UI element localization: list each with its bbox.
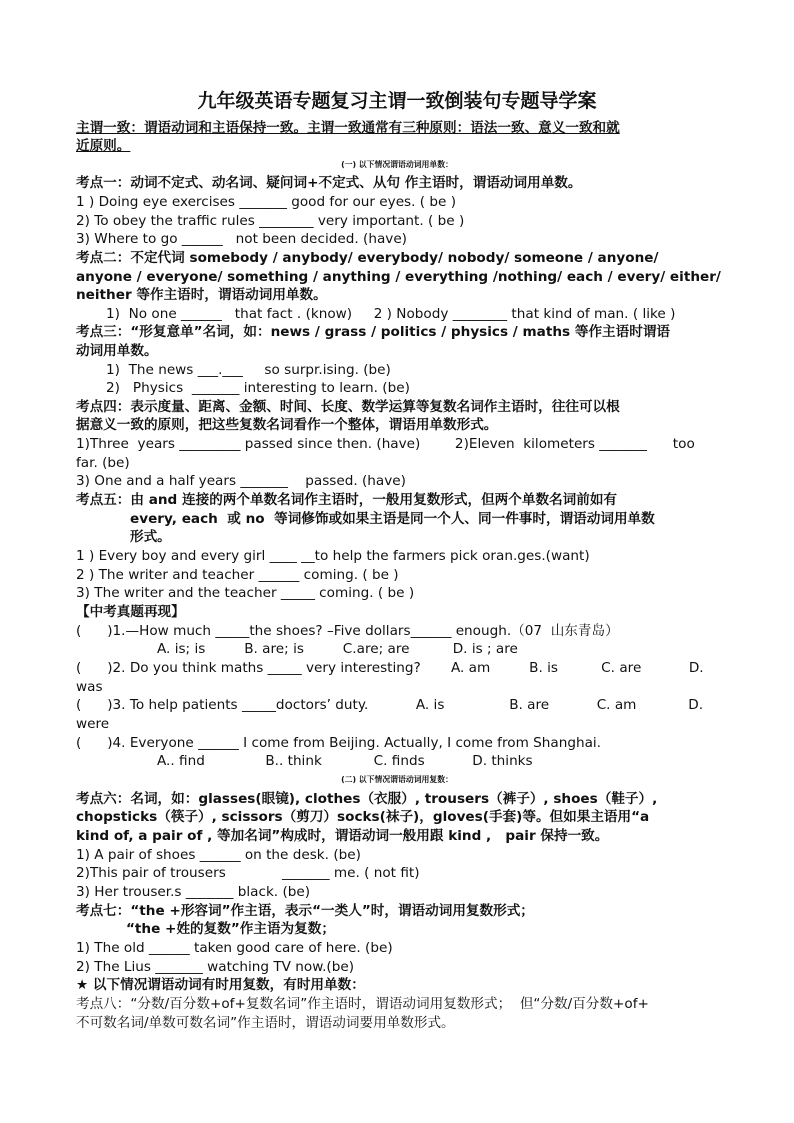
point-3-heading-2: 动词用单数。 (76, 343, 158, 359)
section-heading-mixed: ★ 以下情况谓语动词有时用复数，有时用单数： (76, 977, 365, 993)
point-6-heading-1: 考点六：名词，如：glasses(眼镜), clothes（衣服）, trousers（裤子）, shoes（鞋子）, (76, 791, 658, 807)
point-1-heading: 考点一：动词不定式、动名词、疑问词+不定式、从句 作主语时，谓语动词用单数。 (76, 175, 582, 191)
exam-question-2-cont: was (76, 679, 103, 695)
point-2-heading-3: neither 等作主语时，谓语动词用单数。 (76, 287, 327, 303)
point-3-item-1: 1) The news ___.___ so surpr.ising. (be) (106, 362, 391, 378)
point-6-item-1: 1) A pair of shoes ______ on the desk. (be) (76, 847, 361, 863)
exam-question-4-options: A.. find B.. think C. finds D. thinks (157, 753, 533, 769)
intro-line-1: 主谓一致：谓语动词和主语保持一致。主谓一致通常有三种原则：语法一致、意义一致和就 (76, 120, 620, 136)
point-6-heading-2: chopsticks（筷子）, scissors（剪刀）socks(袜子)，gloves(手套)等。但如果主语用“a (76, 809, 650, 825)
point-5-heading-2: every, each 或 no 等词修饰或如果主语是同一个人、同一件事时，谓语动词用单数 (130, 511, 655, 527)
point-2-heading-2: anyone / everyone/ something / anything / everything /nothing/ each / every/ either/ (76, 269, 721, 285)
exam-question-4: ( )4. Everyone ______ I come from Beijing. Actually, I come from Shanghai. (76, 735, 601, 751)
section-heading-plural: (二) 以下情况谓语动词用复数： (341, 775, 453, 784)
point-7-item-1: 1) The old ______ taken good care of here. (be) (76, 940, 393, 956)
point-2-heading-1: 考点二：不定代词 somebody / anybody/ everybody/ nobody/ someone / anyone/ (76, 250, 659, 266)
point-4-item-3: 3) One and a half years _______ passed. (have) (76, 473, 406, 489)
point-1-item-3: 3) Where to go ______ not been decided. (have) (76, 231, 407, 247)
document-title: 九年级英语专题复习主谓一致倒装句专题导学案 (197, 90, 597, 112)
point-4-heading-2: 据意义一致的原则，把这些复数名词看作一个整体，谓语用单数形式。 (76, 417, 498, 433)
point-7-heading-1: 考点七：“the +形容词”作主语，表示“一类人”时，谓语动词用复数形式； (76, 903, 534, 919)
point-8-line-1: 考点八：“分数/百分数+of+复数名词”作主语时，谓语动词用复数形式； 但“分数/百分数+of+ (76, 996, 649, 1012)
point-1-item-1: 1 ) Doing eye exercises _______ good for our eyes. ( be ) (76, 194, 457, 210)
point-2-item: 1) No one ______ that fact . (know) 2 ) Nobody ________ that kind of man. ( like ) (106, 306, 676, 322)
point-6-item-3: 3) Her trouser.s _______ black. (be) (76, 884, 311, 900)
point-7-item-2: 2) The Lius _______ watching TV now.(be) (76, 959, 355, 975)
point-5-item-2: 2 ) The writer and teacher ______ coming. ( be ) (76, 567, 399, 583)
exam-question-1-options: A. is; is B. are; is C.are; are D. is ; are (157, 641, 518, 657)
intro-line-2: 近原则。 (76, 138, 131, 154)
point-4-item-1: 1)Three years _________ passed since then. (have) 2)Eleven kilometers _______ too (76, 436, 695, 452)
point-5-heading-1: 考点五：由 and 连接的两个单数名词作主语时，一般用复数形式，但两个单数名词前如有 (76, 492, 618, 508)
point-5-item-3: 3) The writer and the teacher _____ coming. ( be ) (76, 585, 415, 601)
point-5-item-1: 1 ) Every boy and every girl ____ __to help the farmers pick oran.ges.(want) (76, 548, 590, 564)
point-8-line-2: 不可数名词/单数可数名词”作主语时，谓语动词要用单数形式。 (76, 1015, 455, 1031)
exam-question-3: ( )3. To help patients _____doctors’ duty. A. is B. are C. am D. (76, 697, 704, 713)
exam-question-3-cont: were (76, 716, 110, 732)
exam-question-1: ( )1.—How much _____the shoes? –Five dollars______ enough.（07 山东青岛） (76, 623, 619, 639)
section-heading-singular: (一) 以下情况谓语动词用单数： (341, 160, 453, 169)
point-4-item-1-cont: far. (be) (76, 455, 130, 471)
point-7-heading-2: “the +姓的复数”作主语为复数； (126, 921, 335, 937)
point-1-item-2: 2) To obey the traffic rules ________ very important. ( be ) (76, 213, 465, 229)
point-3-item-2: 2) Physics _______ interesting to learn. (be) (106, 380, 410, 396)
point-3-heading-1: 考点三：“形复意单”名词，如：news / grass / politics / physics / maths 等作主语时谓语 (76, 324, 671, 340)
exam-question-2: ( )2. Do you think maths _____ very interesting? A. am B. is C. are D. (76, 660, 704, 676)
point-4-heading-1: 考点四：表示度量、距离、金额、时间、长度、数学运算等复数名词作主语时，往往可以根 (76, 399, 620, 415)
point-6-heading-3: kind of, a pair of , 等加名词”构成时，谓语动词一般用跟 kind , pair 保持一致。 (76, 828, 609, 844)
exam-heading: 【中考真题再现】 (76, 604, 185, 620)
point-5-heading-3: 形式。 (130, 529, 171, 545)
point-6-item-2: 2)This pair of trousers _______ me. ( not fit) (76, 865, 420, 881)
